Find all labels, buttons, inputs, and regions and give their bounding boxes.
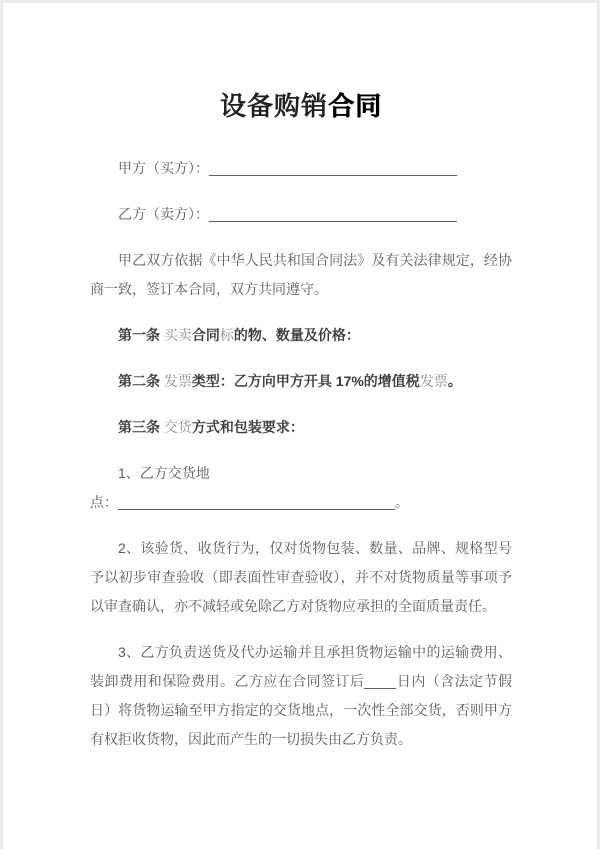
item-1-line-2-prefix: 点：: [90, 494, 118, 510]
clause-2-heading: 第二条 发票类型：乙方向甲方开具 17%的增值税发票。: [118, 373, 462, 389]
delivery-days-blank-line: [364, 674, 396, 689]
item-1-line-2-suffix: 。: [395, 494, 409, 510]
clause-3-heading: 第三条 交货方式和包装要求：: [118, 419, 304, 435]
party-a-line: [90, 154, 512, 183]
clause-1-heading: 第一条 买卖合同标的物、数量及价格：: [118, 327, 360, 343]
party-b-label: 乙方（卖方）：: [118, 206, 209, 222]
item-2-inspection-paragraph: 2、该验货、收货行为，仅对货物包装、数量、品牌、规格型号予以初步审查验收（即表面性审查验收），并不对货物质量等事项予以审查确认，亦不减轻或免除乙方对货物应承担的全面质量责任。: [90, 540, 512, 614]
party-b-blank-line: [209, 207, 457, 222]
party-b-line: [90, 200, 512, 229]
preamble-paragraph: 甲乙双方依据《中华人民共和国合同法》及有关法律规定，经协商一致，签订本合同，双方共同遵守。: [90, 252, 512, 297]
party-a-label: 甲方（买方）：: [118, 160, 209, 176]
document-title: 设备购销合同: [219, 91, 383, 121]
item-3-text-after-blank: 日内（含法定节假日）将货物运输至甲方指定的交货地点，一次性全部交货，否则甲方有权拒收货物，因此而产生的一切损失由乙方负责。: [90, 673, 513, 747]
delivery-location-blank-line: [118, 495, 395, 510]
item-3-transport-paragraph: [90, 638, 512, 754]
item-1-line-1: 1、乙方交货地: [118, 465, 210, 481]
item-1-delivery-location: [90, 459, 512, 517]
item-3-text-before-blank: 3、乙方负责送货及代办运输并且承担货物运输中的运输费用、装卸费用和保险费用。乙方应在合同签订后: [90, 644, 512, 689]
party-a-blank-line: [209, 161, 457, 176]
contract-page: [3, 3, 597, 849]
